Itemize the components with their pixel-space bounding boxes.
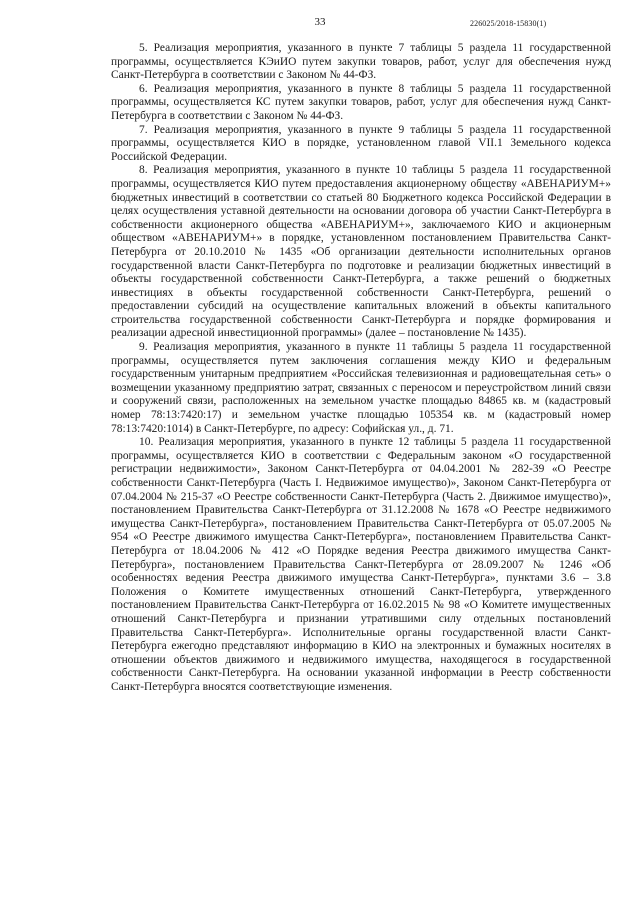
paragraph-6: 6. Реализация мероприятия, указанного в пункте 8 таблицы 5 раздела 11 государственной программы, осуществляется КС путем закупки товаров, работ, услуг для обеспечения нужд Санкт-Петербурга в соответствии с Законом № 44-ФЗ. xyxy=(111,82,611,122)
page-number: 33 xyxy=(314,16,326,28)
paragraph-10: 10. Реализация мероприятия, указанного в пункте 12 таблицы 5 раздела 11 государственной программы, осуществляется КИО в соответствии с Федеральным законом «О государственной регистрации недвижимости», Законом Санкт-Петербурга от 04.04.2001 № 282-39 «О Реестре собственности Санкт-Петербурга (Часть I. Недвижимое имущество)», Законом Санкт-Петербурга от 07.04.2004 № 215-37 «О Реестре собственности Санкт-Петербурга (Часть 2. Движимое имущество)», постановлением Правительства Санкт-Петербурга от 31.12.2008 № 1678 «О Реестре недвижимого имущества Санкт-Петербурга», постановлением Правительства Санкт-Петербурга от 05.07.2005 № 954 «О Реестре движимого имущества Санкт-Петербурга», постановлением Правительства Санкт-Петербурга от 18.04.2006 № 412 «О Порядке ведения Реестра движимого имущества Санкт-Петербурга», постановлением Правительства Санкт-Петербурга от 28.09.2007 № 1246 «Об особенностях ведения Реестра движимого имущества Санкт-Петербурга», пунктами 3.6 – 3.8 Положения о Комитете имущественных отношений Санкт-Петербурга, утвержденного постановлением Правительства Санкт-Петербурга от 16.02.2015 № 98 «О Комитете имущественных отношений Санкт-Петербурга и признании утратившими силу отдельных постановлений Правительства Санкт-Петербурга». Исполнительные органы государственной власти Санкт-Петербурга ежегодно представляют информацию в КИО на электронных и бумажных носителях в отношении объектов движимого и недвижимого имущества, находящегося в государственной собственности Санкт-Петербурга. На основании указанной информации в Реестр собственности Санкт-Петербурга вносятся соответствующие изменения. xyxy=(111,436,611,693)
paragraph-9: 9. Реализация мероприятия, указанного в пункте 11 таблицы 5 раздела 11 государственной программы, осуществляется путем заключения соглашения между КИО и федеральным государственным унитарным предприятием «Российская телевизионная и радиовещательная сеть» о возмещении указанному предприятию затрат, связанных с переносом и переустройством линий связи и сооружений связи, расположенных на земельном участке площадью 84865 кв. м (кадастровый номер 78:13:7420:17) и земельном участке площадью 105354 кв. м (кадастровый номер 78:13:7420:1014) в Санкт-Петербурге, по адресу: Софийская ул., д. 71. xyxy=(111,341,611,435)
body-text xyxy=(111,42,611,695)
document-id: 226025/2018-15830(1) xyxy=(470,19,547,28)
paragraph-7: 7. Реализация мероприятия, указанного в пункте 9 таблицы 5 раздела 11 государственной программы, осуществляется КИО в порядке, установленном главой VII.1 Земельного кодекса Российской Федерации. xyxy=(111,123,611,163)
paragraph-5: 5. Реализация мероприятия, указанного в пункте 7 таблицы 5 раздела 11 государственной программы, осуществляется КЭиИО путем закупки товаров, работ, услуг для обеспечения нужд Санкт-Петербурга в соответствии с Законом № 44-ФЗ. xyxy=(111,42,611,82)
paragraph-8: 8. Реализация мероприятия, указанного в пункте 10 таблицы 5 раздела 11 государственной программы, осуществляется КИО путем предоставления акционерному обществу «АВЕНАРИУМ+» бюджетных инвестиций в соответствии со статьей 80 Бюджетного кодекса Российской Федерации в целях осуществления уставной деятельности на основании договора об участии Санкт-Петербурга в собственности акционерного общества «АВЕНАРИУМ+», заключаемого КИО и акционерным обществом «АВЕНАРИУМ+» в порядке, установленном постановлением Правительства Санкт-Петербурга от 20.10.2010 № 1435 «Об организации деятельности исполнительных органов государственной власти Санкт-Петербурга по подготовке и реализации бюджетных инвестиций в объекты государственной собственности Санкт-Петербурга, а также решений о бюджетных инвестициях в объекты государственной собственности Санкт-Петербурга, решений о предоставлении субсидий на осуществление капитальных вложений в объекты капитального строительства государственной собственности Санкт-Петербурга и порядке формирования и реализации адресной инвестиционной программы» (далее – постановление № 1435). xyxy=(111,164,611,340)
